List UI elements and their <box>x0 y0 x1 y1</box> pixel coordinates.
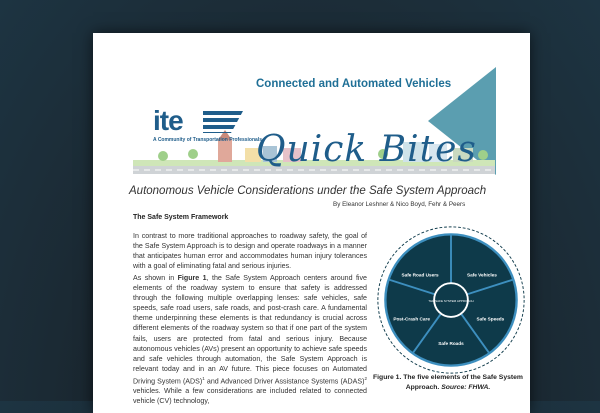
segment-safe-road-users: Safe Road Users <box>401 272 439 278</box>
ite-logo <box>153 105 262 143</box>
figure-reference: Figure 1 <box>177 274 207 282</box>
logo-tagline: A Community of Transportation Professionals <box>153 137 262 143</box>
segment-safe-vehicles: Safe Vehicles <box>467 272 497 278</box>
wheel-center-label: THE SAFE SYSTEM APPROACH <box>428 298 474 303</box>
segment-safe-roads: Safe Roads <box>438 341 464 346</box>
caption-source: Source: FHWA. <box>441 384 491 391</box>
caption-text: Figure 1. The five elements of the Safe System Approach. <box>373 374 523 391</box>
segment-post-crash-care: Post-Crash Care <box>393 316 430 322</box>
article-title: Autonomous Vehicle Considerations under the Safe System Approach <box>129 185 487 197</box>
series-title: Connected and Automated Vehicles <box>256 78 452 90</box>
safe-system-wheel <box>376 225 526 375</box>
paragraph: In contrast to more traditional approaches to roadway safety, the goal of the Safe System Approach is to design and operate roadways in a manner that anticipates human error and accommodates human injury tolerances with a goal of eliminating fatal and serious injuries. <box>133 232 367 271</box>
paragraph: As shown in Figure 1, the Safe System Approach centers around five elements of the roadway system to ensure that safety is addressed through the following multiple overlapping lenses: safe vehicles, safe speeds, safe road users, safe roads, and post-crash care. A fundamental theme underpinning these elements is that redundancy is crucial across different elements of the roadway system so that if one part of the system fails, users are protected from fatal and serious injury. Because autonomous vehicles (AVs) present an opportunity to achieve safe speeds and safe vehicles through automation, the Safe System Approach is relevant today and in an AV future. This piece focuses on Automated Driving System (ADS)$^1$ and Advanced Driver Assistance Systems (ADAS)$^2$ vehicles. While a few considerations are included related to connected vehicle (CV) technology, <box>133 274 368 406</box>
figure-caption <box>373 373 523 393</box>
section-heading: The Safe System Framework <box>133 214 229 221</box>
logo-text: ite <box>153 105 183 136</box>
logo-stripes <box>203 111 243 133</box>
byline: By Eleanor Leshner & Nico Boyd, Fehr & Peers <box>333 201 466 208</box>
document-page <box>93 33 530 413</box>
brand-title: Quick Bites <box>256 129 477 170</box>
segment-safe-speeds: Safe Speeds <box>476 316 505 322</box>
